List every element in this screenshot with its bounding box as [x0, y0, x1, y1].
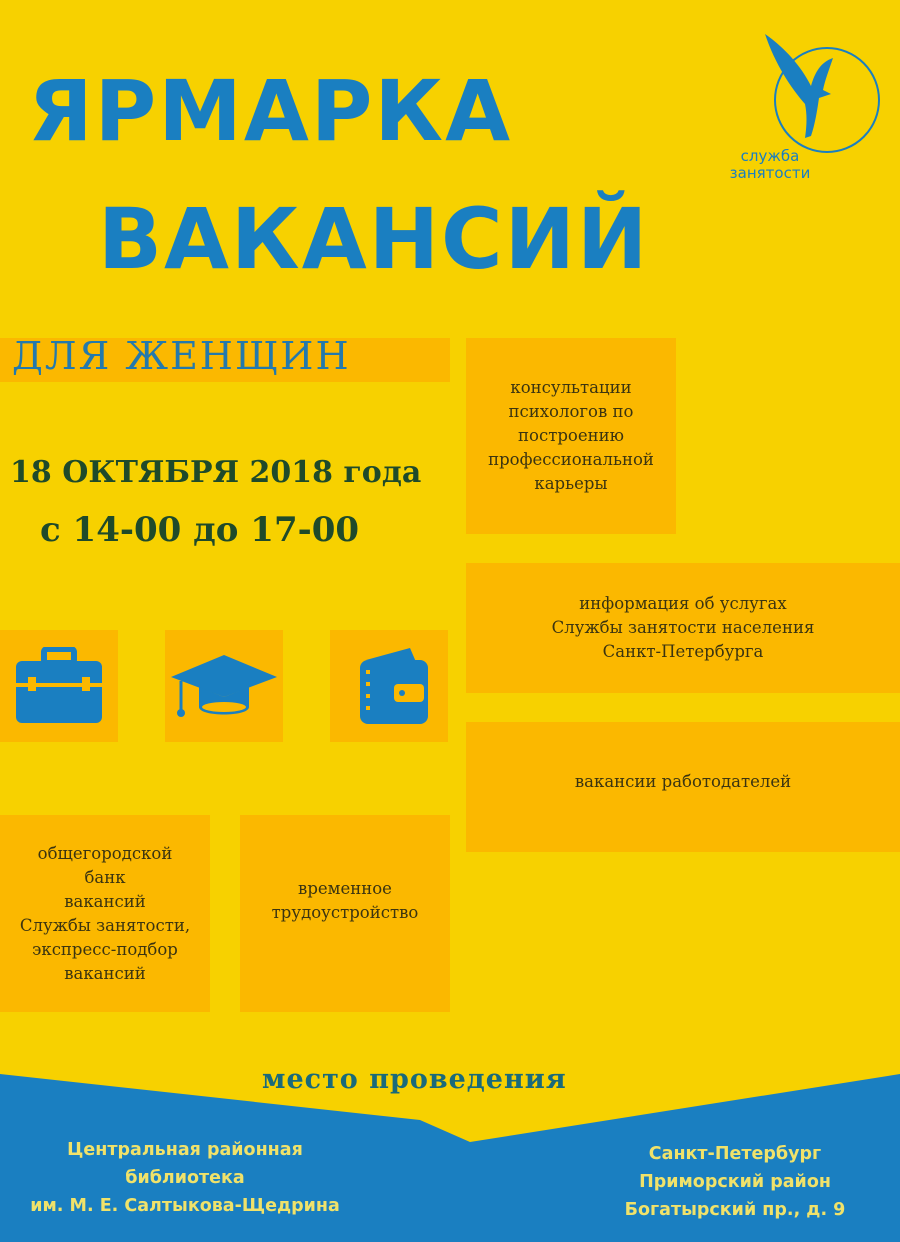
box-line: Санкт-Петербурга	[602, 642, 764, 661]
box-vacancies	[466, 722, 900, 852]
box-line: информация об услугах	[579, 594, 787, 613]
venue-line: библиотека	[125, 1168, 245, 1188]
cap-box	[165, 630, 283, 742]
venue-address-right	[610, 1140, 860, 1224]
subtitle: ДЛЯ ЖЕНЩИН	[12, 334, 351, 378]
logo-line2: занятости	[729, 164, 811, 182]
box-line: профессиональной	[488, 450, 654, 469]
graduation-cap-icon	[169, 651, 279, 721]
box-temporary	[240, 815, 450, 1012]
box-line: временное	[298, 879, 392, 898]
venue-line: Приморский район	[639, 1172, 831, 1192]
box-line: вакансий	[64, 891, 146, 911]
box-bank	[0, 815, 210, 1012]
wallet-icon	[346, 646, 432, 726]
briefcase-box	[0, 630, 118, 742]
title-line2: ВАКАНСИЙ	[98, 190, 650, 288]
briefcase-icon	[14, 647, 104, 725]
wallet-box	[330, 630, 448, 742]
logo-line1: служба	[740, 147, 800, 165]
venue-line: им. М. Е. Салтыкова-Щедрина	[30, 1196, 340, 1216]
box-consultations	[466, 338, 676, 534]
box-line: карьеры	[534, 474, 608, 493]
box-line: консультации	[510, 378, 632, 397]
box-line: экспресс-подбор	[32, 939, 178, 959]
title-line1: ЯРМАРКА	[28, 62, 513, 160]
box-info	[466, 563, 900, 693]
venue-label: место проведения	[262, 1064, 567, 1095]
venue-line: Санкт-Петербург	[648, 1144, 822, 1164]
box-line: Службы занятости населения	[551, 618, 815, 637]
box-line: вакансии работодателей	[574, 772, 792, 791]
venue-line: Богатырский пр., д. 9	[624, 1200, 846, 1220]
logo-text	[720, 148, 820, 182]
venue-line: Центральная районная	[67, 1140, 303, 1160]
box-line: общегородской	[37, 843, 173, 863]
box-line: трудоустройство	[271, 903, 419, 922]
box-line: банк	[84, 867, 126, 887]
event-time: с 14-00 до 17-00	[40, 510, 360, 550]
venue-address-left	[30, 1136, 340, 1220]
box-line: психологов по	[508, 402, 634, 421]
box-line: вакансий	[64, 963, 146, 983]
box-line: построению	[518, 426, 624, 445]
box-line: Службы занятости,	[19, 915, 191, 935]
event-date: 18 ОКТЯБРЯ 2018 года	[10, 455, 422, 490]
